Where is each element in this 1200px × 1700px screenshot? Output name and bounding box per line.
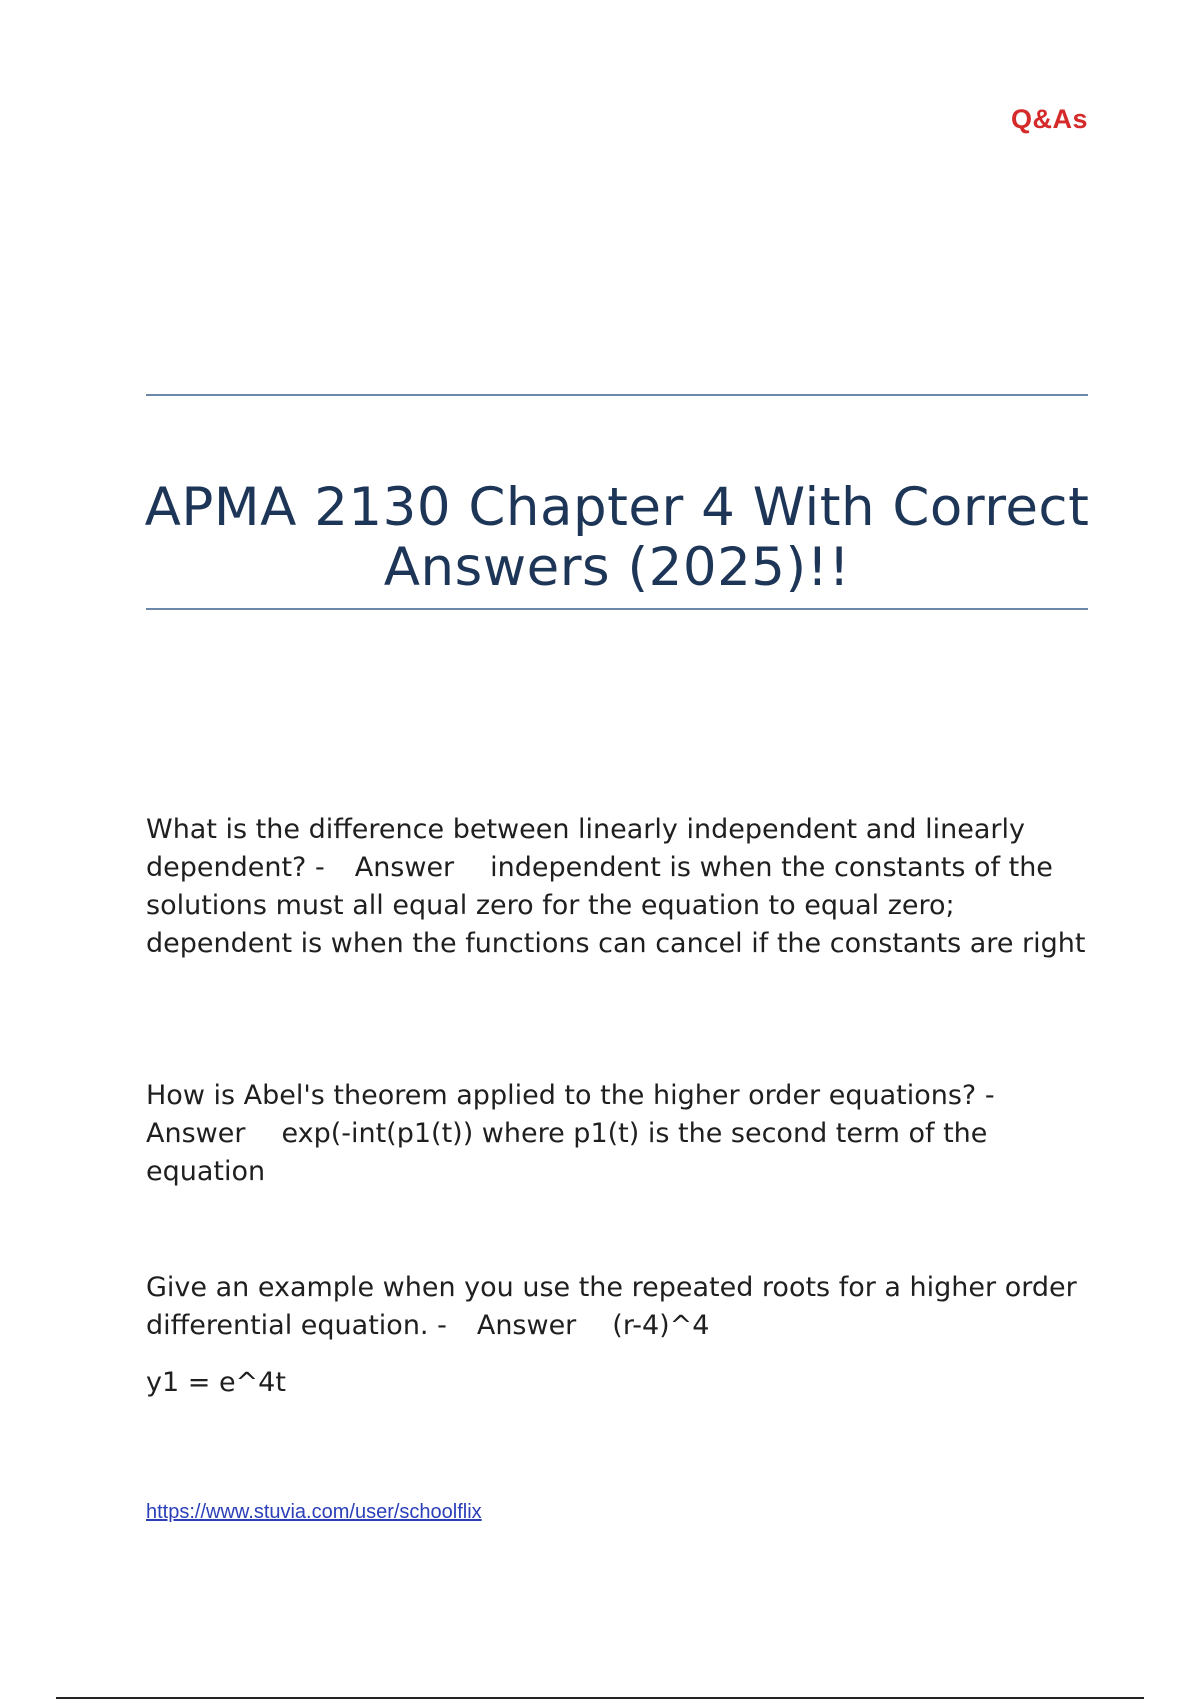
qa-label: Q&As (1010, 104, 1088, 134)
answer-text: exp(-int(p1(t)) where p1(t) is the second term of the equation (146, 1118, 988, 1187)
qa-item (146, 1269, 1086, 1345)
question-text: How is Abel's theorem applied to the higher order equations? - (146, 1080, 995, 1111)
answer-label: Answer (354, 852, 455, 883)
question-text: What is the difference between linearly independent and linearly dependent? - (146, 814, 1025, 883)
answer-label: Answer (476, 1310, 577, 1341)
answer-text: (r-4)^4 (612, 1310, 710, 1341)
answer-label: Answer (146, 1118, 246, 1149)
qa-item (146, 811, 1086, 963)
question-text: Give an example when you use the repeated roots for a higher order differential equation. - (146, 1272, 1077, 1341)
footer-rule (56, 1697, 1144, 1699)
answer-extra-line: y1 = e^4t (146, 1367, 286, 1398)
qa-item (146, 1077, 1086, 1191)
title-rule-top (146, 394, 1088, 396)
answer-text: independent is when the constants of the solutions must all equal zero for the equation to equal zero; dependent is when the functions can cancel if the constants are right (146, 852, 1086, 959)
title-rule-bottom (146, 608, 1088, 610)
stuvia-profile-link[interactable]: https://www.stuvia.com/user/schoolflix (146, 1501, 482, 1523)
document-title: APMA 2130 Chapter 4 With Correct Answers (2025)!! (144, 477, 1090, 598)
